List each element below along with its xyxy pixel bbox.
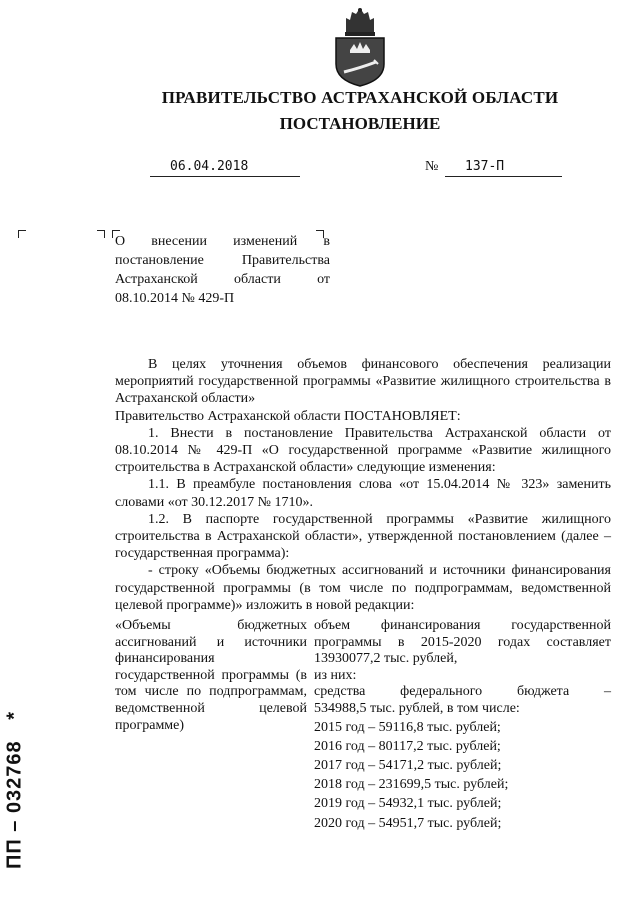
document-type-title: ПОСТАНОВЛЕНИЕ xyxy=(279,114,441,133)
funding-row-label: «Объемы бюджетных ассигнований и источники финансирования государственной программы (в том числе по подпрограммам, ведомственной целевой программе) xyxy=(115,618,307,733)
funding-year-2015: 2015 год – 59116,8 тыс. рублей; xyxy=(314,719,501,735)
funding-total: объем финансирования государственной программы в 2015-2020 годах составляет 13930077,2 тыс. рублей, xyxy=(314,618,611,667)
funding-federal-label: средства федерального бюджета – xyxy=(314,684,611,700)
funding-year-2019: 2019 год – 54932,1 тыс. рублей; xyxy=(314,796,502,812)
funding-row-value xyxy=(314,618,611,833)
funding-of-them: из них: xyxy=(314,667,357,683)
resolves-line: Правительство Астраханской области ПОСТАНОВЛЯЕТ: xyxy=(115,408,461,424)
decree-number: 137-П xyxy=(445,158,562,177)
decree-body xyxy=(115,356,611,614)
dash-item: - строку «Объемы бюджетных ассигнований и источники финансирования государственной программы (в том числе по подпрограммам, ведомственной целевой программе)» изложить в новой редакции: xyxy=(115,563,611,613)
item-1-2: 1.2. В паспорте государственной программы «Развитие жилищного строительства в Астраханской области», утвержденной постановлением (далее – государственная программа): xyxy=(115,511,611,562)
corner-mark-right-a xyxy=(97,230,105,238)
coat-of-arms-emblem xyxy=(330,6,390,88)
item-1: 1. Внести в постановление Правительства Астраханской области от 08.10.2014 № 429-П «О государственной программе «Развитие жилищного строительства в Астраханской области» следующие изменения: xyxy=(115,425,611,476)
decree-subject: О внесении изменений в постановление Правительства Астраханской области от 08.10.2014 № 429-П xyxy=(115,234,330,306)
funding-year-2017: 2017 год – 54171,2 тыс. рублей; xyxy=(314,757,502,773)
funding-year-2020: 2020 год – 54951,7 тыс. рублей; xyxy=(314,815,502,831)
number-sign: № xyxy=(425,159,439,174)
funding-year-2016: 2016 год – 80117,2 тыс. рублей; xyxy=(314,738,501,754)
blank-serial-number xyxy=(4,711,27,869)
item-1-1: 1.1. В преамбуле постановления слова «от 15.04.2014 № 323» заменить словами «от 30.12.2017 № 1710». xyxy=(115,477,611,510)
corner-mark-left xyxy=(18,230,26,238)
funding-federal-total: 534988,5 тыс. рублей, в том числе: xyxy=(314,700,520,716)
preamble-paragraph: В целях уточнения объемов финансового обеспечения реализации мероприятий государственной программы «Развитие жилищного строительства в Астраханской области» xyxy=(115,357,611,407)
government-title: ПРАВИТЕЛЬСТВО АСТРАХАНСКОЙ ОБЛАСТИ xyxy=(161,88,559,107)
funding-year-2018: 2018 год – 231699,5 тыс. рублей; xyxy=(314,777,509,793)
serial-text: ПП – 032768 xyxy=(3,740,26,870)
decree-date: 06.04.2018 xyxy=(150,158,300,177)
asterisk-mark: * xyxy=(3,710,26,720)
